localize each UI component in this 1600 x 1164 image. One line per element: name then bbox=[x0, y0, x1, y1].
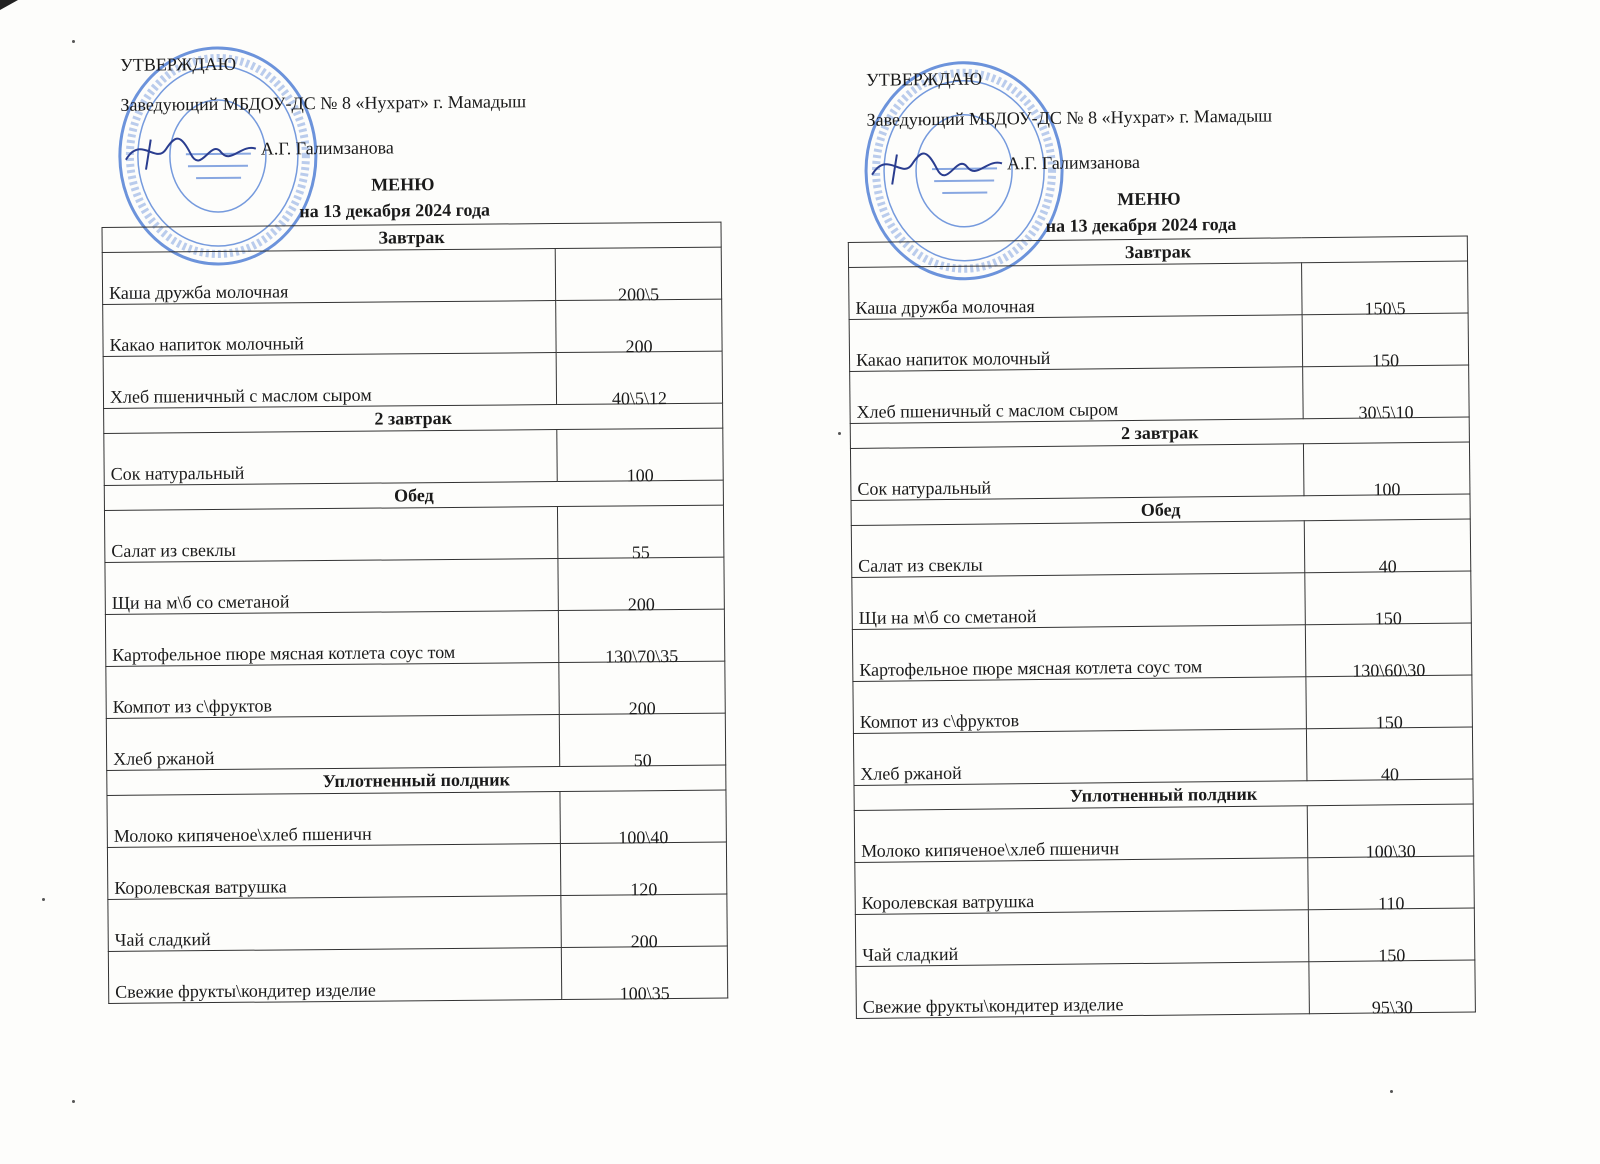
dish-portion-cell bbox=[1303, 365, 1470, 423]
scan-speck bbox=[72, 40, 75, 43]
signer-name: А.Г. Галимзанова bbox=[260, 137, 394, 159]
menu-title: МЕНЮ bbox=[1117, 188, 1181, 210]
dish-portion-cell bbox=[559, 661, 725, 719]
dish-portion: 40 bbox=[1380, 764, 1400, 785]
dish-portion: 100 bbox=[626, 465, 654, 486]
menu-date: на 13 декабря 2024 года bbox=[1045, 213, 1237, 236]
menu-sheet-right bbox=[846, 63, 1496, 1019]
dish-portion: 200 bbox=[625, 336, 653, 357]
menu-item-row bbox=[849, 261, 1469, 319]
dish-portion: 40\5\12 bbox=[611, 388, 668, 409]
dish-name: Молоко кипяченое\хлеб пшеничн bbox=[854, 806, 1308, 863]
dish-name: Молоко кипяченое\хлеб пшеничн bbox=[107, 792, 560, 848]
dish-name: Хлеб пшеничный с маслом сыром bbox=[850, 367, 1304, 424]
dish-name: Щи на м\б со сметаной bbox=[852, 573, 1306, 630]
menu-item-row bbox=[853, 727, 1473, 785]
dish-portion: 150 bbox=[1375, 712, 1403, 733]
dish-portion-cell bbox=[1309, 960, 1476, 1018]
dish-portion-cell bbox=[559, 713, 725, 771]
approve-label: УТВЕРЖДАЮ bbox=[119, 53, 237, 75]
meal-section-title: Уплотненный полдник bbox=[854, 779, 1473, 810]
dish-portion: 130\60\30 bbox=[1352, 659, 1426, 681]
menu-item-row bbox=[105, 609, 724, 666]
menu-item-row bbox=[108, 946, 727, 1003]
menu-item-row bbox=[103, 351, 722, 408]
approval-block bbox=[100, 49, 742, 245]
menu-table bbox=[848, 235, 1476, 1018]
menu-sheet-left bbox=[100, 49, 748, 1004]
dish-portion-cell bbox=[555, 247, 721, 305]
dish-portion-cell bbox=[1307, 804, 1474, 862]
dish-portion-cell bbox=[557, 505, 723, 563]
menu-item-row bbox=[105, 557, 724, 614]
dish-name: Свежие фрукты\кондитер изделие bbox=[856, 962, 1310, 1019]
dish-name: Свежие фрукты\кондитер изделие bbox=[108, 948, 561, 1004]
dish-portion-cell bbox=[1305, 623, 1472, 681]
meal-section-title: Завтрак bbox=[102, 222, 721, 252]
dish-name: Салат из свеклы bbox=[104, 507, 557, 563]
dish-name: Картофельное пюре мясная котлета соус том bbox=[105, 611, 558, 667]
dish-name: Чай сладкий bbox=[108, 896, 561, 952]
menu-item-row bbox=[851, 519, 1471, 577]
scan-speck bbox=[1390, 1090, 1393, 1093]
dish-portion: 95\30 bbox=[1371, 997, 1413, 1018]
menu-item-row bbox=[855, 908, 1475, 966]
dish-portion: 150 bbox=[1371, 350, 1400, 371]
dish-portion: 40 bbox=[1378, 556, 1397, 577]
dish-portion-cell bbox=[557, 428, 723, 486]
dish-portion-cell bbox=[1304, 519, 1471, 577]
menu-item-row bbox=[852, 571, 1472, 629]
head-position: Заведующий МБДОУ-ДС № 8 «Нухрат» г. Мамадыш bbox=[866, 105, 1273, 130]
dish-portion-cell bbox=[1302, 313, 1469, 371]
handwritten-signature bbox=[121, 124, 261, 175]
dish-portion: 130\70\35 bbox=[605, 645, 679, 667]
dish-portion-cell bbox=[1305, 571, 1472, 629]
dish-portion-cell bbox=[561, 894, 727, 952]
dish-portion: 150 bbox=[1374, 608, 1402, 629]
dish-name: Сок натуральный bbox=[850, 444, 1304, 501]
dish-name: Компот из с\фруктов bbox=[853, 677, 1307, 734]
meal-section-title: Обед bbox=[104, 480, 723, 510]
menu-item-row bbox=[854, 804, 1474, 862]
approve-label: УТВЕРЖДАЮ bbox=[865, 68, 983, 90]
dish-portion-cell bbox=[1303, 442, 1470, 500]
menu-item-row bbox=[106, 713, 725, 770]
menu-item-row bbox=[856, 960, 1476, 1018]
dish-portion-cell bbox=[561, 946, 727, 1004]
dish-name: Чай сладкий bbox=[855, 910, 1309, 967]
dish-portion-cell bbox=[1308, 908, 1475, 966]
dish-name: Компот из с\фруктов bbox=[106, 663, 559, 719]
dish-portion-cell bbox=[1302, 261, 1469, 319]
meal-section-title: Уплотненный полдник bbox=[107, 765, 726, 795]
dish-portion: 100\40 bbox=[618, 827, 669, 848]
dish-portion: 30\5\10 bbox=[1358, 402, 1414, 423]
menu-table bbox=[102, 222, 729, 1004]
scan-corner-mark bbox=[0, 0, 18, 10]
dish-portion-cell bbox=[558, 609, 724, 667]
dish-name: Какао напиток молочный bbox=[849, 315, 1303, 372]
dish-portion-cell bbox=[558, 557, 724, 615]
meal-section-title: Обед bbox=[851, 494, 1470, 525]
dish-name: Сок натуральный bbox=[104, 430, 557, 486]
meal-section-title: Завтрак bbox=[848, 236, 1467, 267]
dish-portion: 200 bbox=[630, 931, 658, 952]
menu-item-row bbox=[102, 247, 721, 304]
menu-item-row bbox=[106, 661, 725, 718]
dish-portion: 100\30 bbox=[1365, 841, 1416, 862]
signer-name: А.Г. Галимзанова bbox=[1006, 151, 1141, 174]
dish-portion-cell bbox=[560, 790, 726, 848]
handwritten-signature bbox=[867, 138, 1008, 189]
dish-name: Хлеб пшеничный с маслом сыром bbox=[103, 353, 556, 409]
dish-portion: 50 bbox=[633, 750, 652, 771]
dish-name: Хлеб ржаной bbox=[106, 715, 559, 771]
dish-portion: 150 bbox=[1378, 945, 1406, 966]
meal-section-title: 2 завтрак bbox=[104, 403, 723, 433]
menu-item-row bbox=[108, 894, 727, 951]
dish-portion-cell bbox=[1308, 856, 1475, 914]
menu-date: на 13 декабря 2024 года bbox=[299, 199, 491, 222]
menu-item-row bbox=[852, 623, 1472, 681]
dish-name: Салат из свеклы bbox=[851, 521, 1305, 578]
dish-portion: 100\35 bbox=[619, 983, 670, 1004]
scan-speck bbox=[838, 432, 841, 435]
approval-block bbox=[846, 63, 1488, 260]
menu-item-row bbox=[104, 428, 723, 485]
scan-speck bbox=[42, 898, 45, 901]
dish-portion: 200 bbox=[627, 594, 655, 615]
dish-portion: 200 bbox=[628, 698, 656, 719]
dish-portion-cell bbox=[560, 842, 726, 900]
dish-name: Какао напиток молочный bbox=[103, 301, 556, 357]
menu-item-row bbox=[107, 790, 726, 847]
menu-item-row bbox=[107, 842, 726, 899]
dish-portion-cell bbox=[1306, 675, 1473, 733]
dish-name: Хлеб ржаной bbox=[853, 729, 1307, 786]
head-position: Заведующий МБДОУ-ДС № 8 «Нухрат» г. Мамадыш bbox=[120, 91, 527, 115]
menu-item-row bbox=[104, 505, 723, 562]
dish-name: Королевская ватрушка bbox=[107, 844, 560, 900]
dish-portion: 200\5 bbox=[618, 284, 660, 305]
dish-name: Каша дружба молочная bbox=[849, 263, 1303, 320]
menu-item-row bbox=[853, 675, 1473, 733]
dish-portion-cell bbox=[556, 299, 722, 357]
dish-portion: 100 bbox=[1373, 479, 1401, 500]
dish-portion: 55 bbox=[631, 542, 650, 563]
dish-portion-cell bbox=[556, 351, 722, 409]
menu-item-row bbox=[855, 856, 1475, 914]
menu-item-row bbox=[103, 299, 722, 356]
dish-name: Щи на м\б со сметаной bbox=[105, 559, 558, 615]
dish-name: Королевская ватрушка bbox=[855, 858, 1309, 915]
dish-portion: 120 bbox=[630, 879, 658, 900]
menu-title: МЕНЮ bbox=[371, 174, 435, 195]
menu-item-row bbox=[850, 365, 1470, 423]
scan-speck bbox=[72, 1100, 75, 1103]
dish-portion: 150\5 bbox=[1364, 298, 1406, 319]
dish-name: Каша дружба молочная bbox=[102, 249, 555, 305]
menu-item-row bbox=[849, 313, 1469, 371]
meal-section-title: 2 завтрак bbox=[850, 417, 1469, 448]
dish-portion: 110 bbox=[1377, 893, 1405, 914]
menu-item-row bbox=[850, 442, 1470, 500]
dish-portion-cell bbox=[1306, 727, 1473, 785]
dish-name: Картофельное пюре мясная котлета соус том bbox=[852, 625, 1306, 682]
